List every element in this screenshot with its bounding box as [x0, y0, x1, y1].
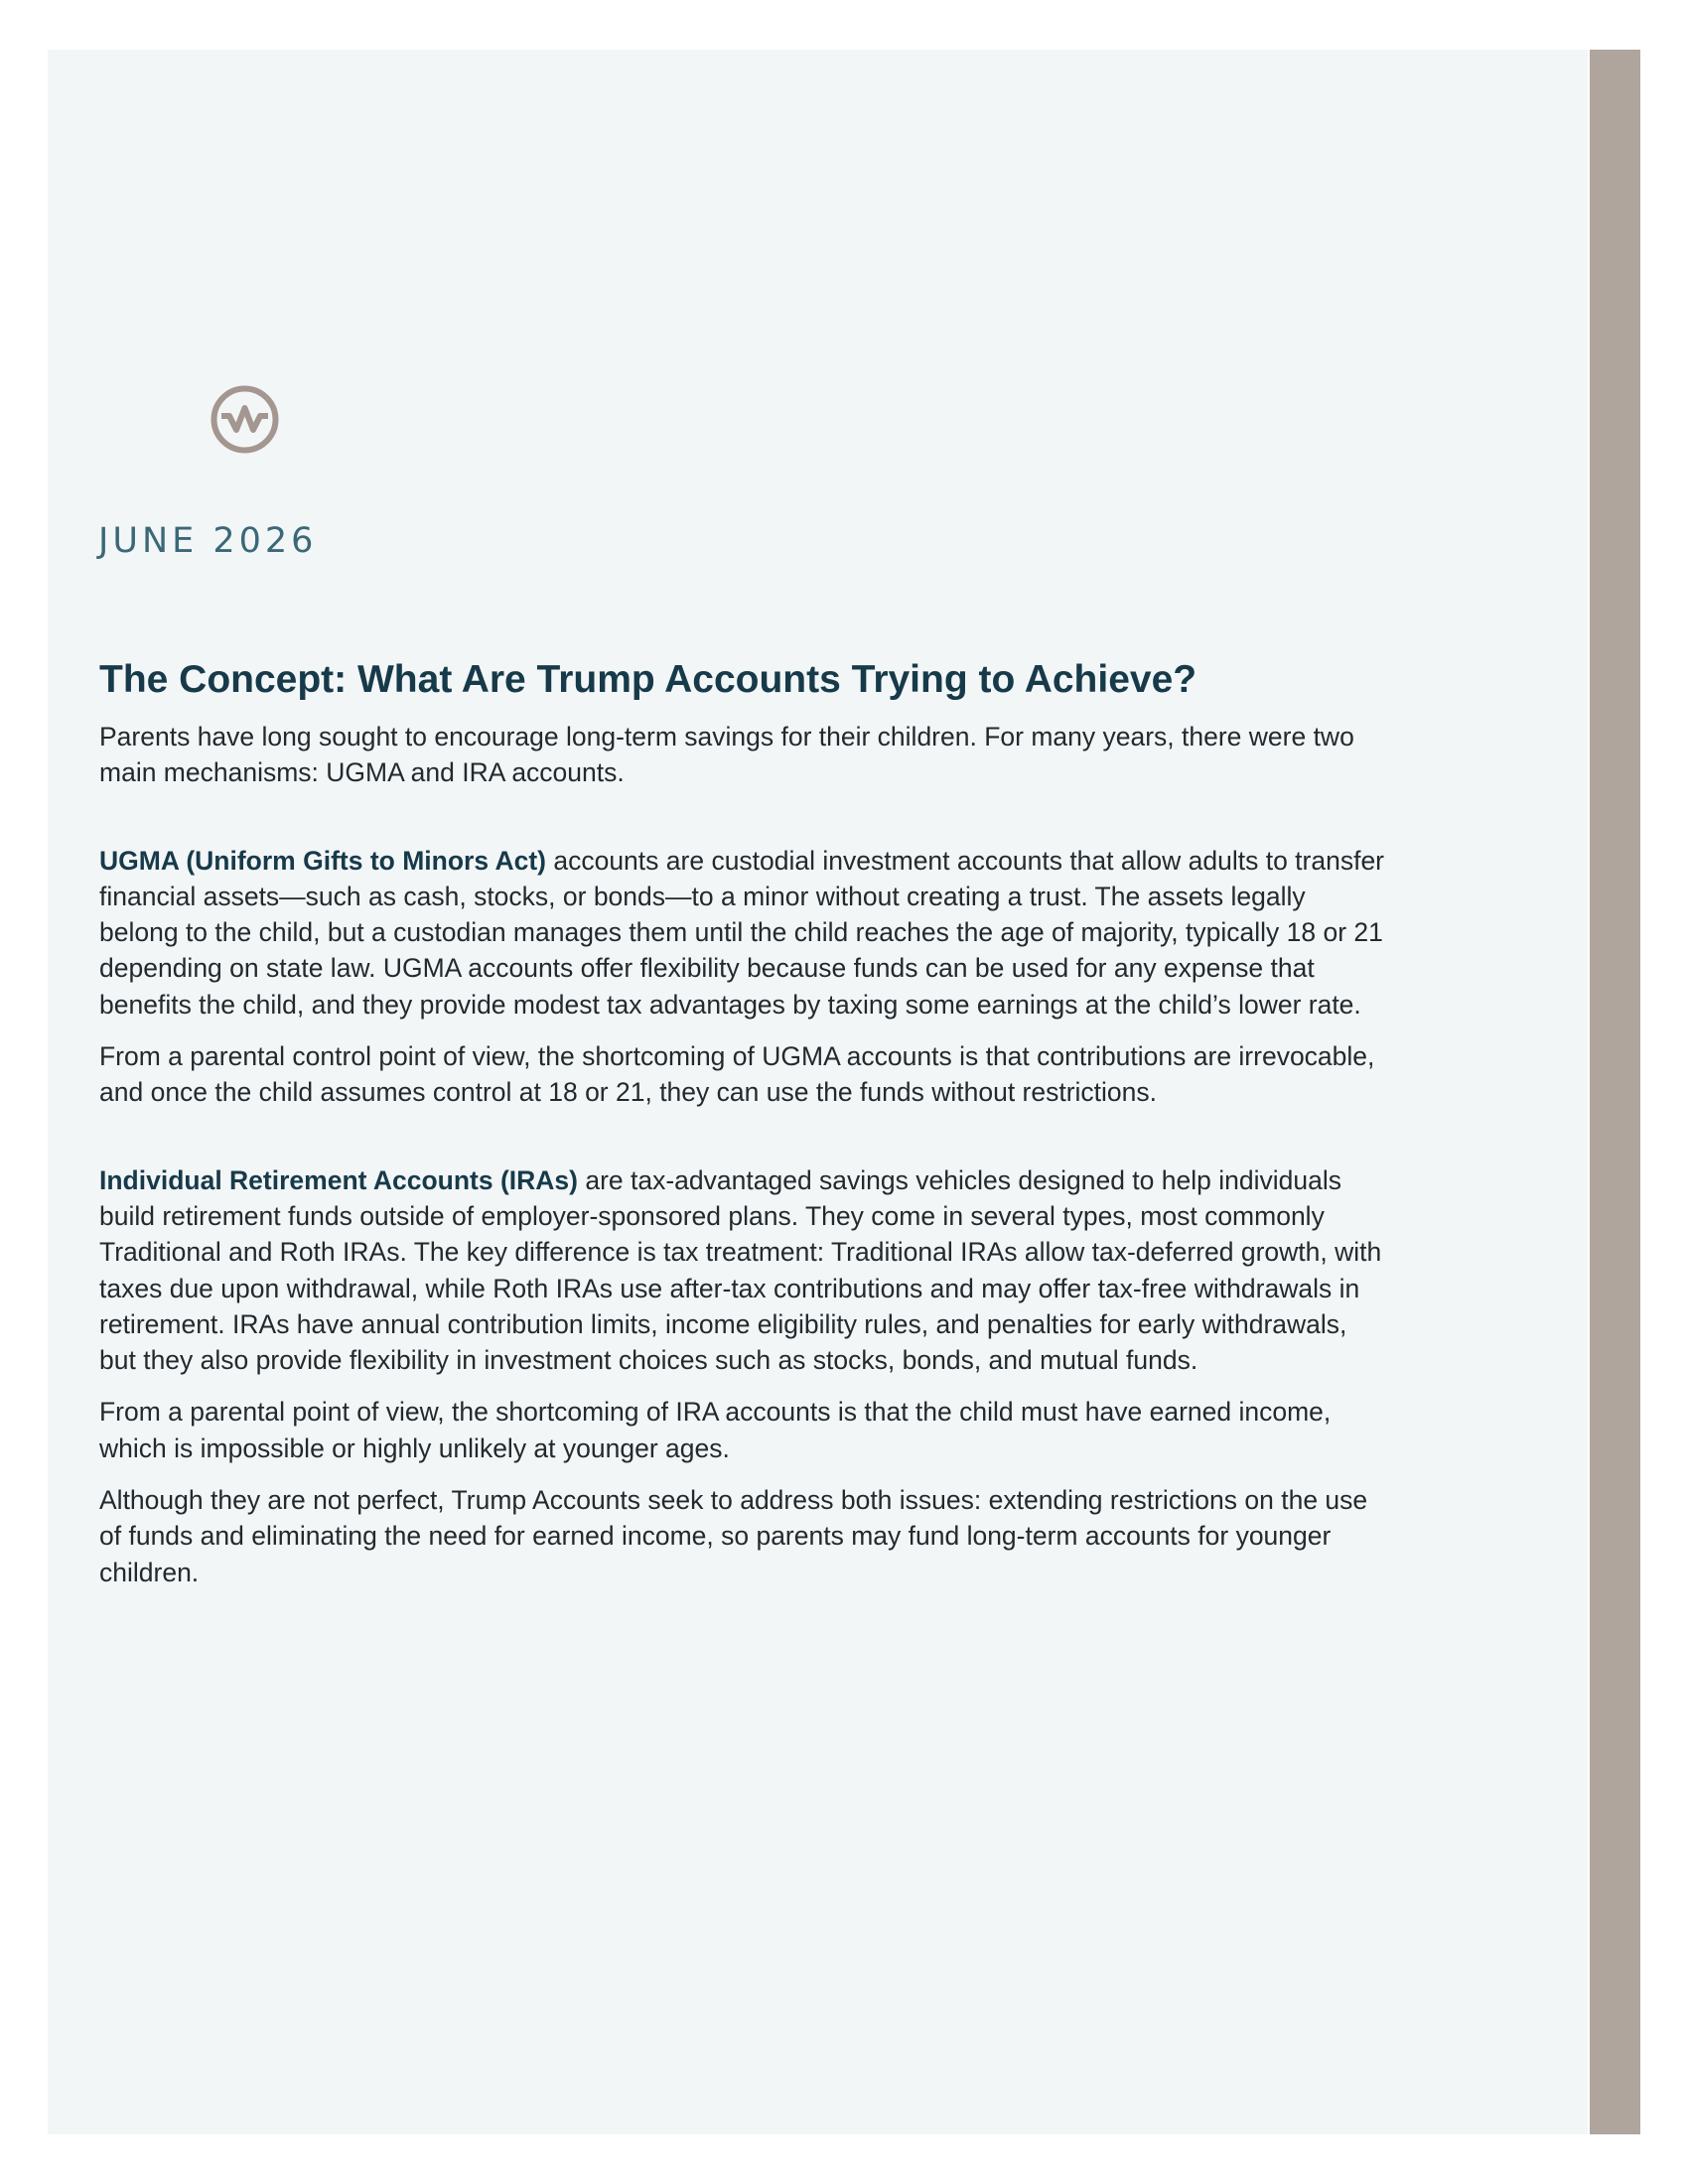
issue-date: JUNE 2026 — [98, 521, 318, 561]
article-heading: The Concept: What Are Trump Accounts Trying to Achieve? — [99, 658, 1197, 701]
ira-paragraph — [99, 1162, 1390, 1379]
ugma-lead: UGMA (Uniform Gifts to Minors Act) — [99, 845, 546, 876]
conclusion-paragraph: Although they are not perfect, Trump Accounts seek to address both issues: extending restrictions on the use of funds and eliminating the need for earned income, so parents may fund long-term accounts for younger children. — [99, 1485, 1368, 1587]
article — [99, 655, 1390, 1606]
circle-w-logo-icon — [209, 383, 281, 456]
side-band — [1590, 50, 1640, 2134]
ira-body: are tax-advantaged savings vehicles designed to help individuals build retirement funds outside of employer-sponsored plans. They come in several types, most commonly Traditional and Roth IRAs. The key difference is tax treatment: Traditional IRAs allow tax-deferred growth, with taxes due upon withdrawal, while Roth IRAs use after-tax contributions and may offer tax-free withdrawals in retirement. IRAs have annual contribution limits, income eligibility rules, and penalties for early withdrawals, but they also provide flexibility in investment choices such as stocks, bonds, and mutual funds. — [99, 1164, 1382, 1376]
ugma-body: accounts are custodial investment accounts that allow adults to transfer financial assets—such as cash, stocks, or bonds—to a minor without creating a trust. The assets legally belong to the child, but a custodian manages them until the child reaches the age of majority, typically 18 or 21 depending on state law. UGMA accounts offer flexibility because funds can be used for any expense that benefits the child, and they provide modest tax advantages by taxing some earnings at the child’s lower rate. — [99, 845, 1385, 1020]
ira-shortcoming-paragraph: From a parental point of view, the shortcoming of IRA accounts is that the child must have earned income, which is impossible or highly unlikely at younger ages. — [99, 1397, 1332, 1463]
ira-lead: Individual Retirement Accounts (IRAs) — [99, 1164, 578, 1195]
ugma-shortcoming-paragraph: From a parental control point of view, the shortcoming of UGMA accounts is that contributions are irrevocable, and once the child assumes control at 18 or 21, they can use the funds without restrictions. — [99, 1041, 1375, 1108]
ugma-paragraph — [99, 843, 1390, 1023]
intro-paragraph: Parents have long sought to encourage long-term savings for their children. For many years, there were two main mechanisms: UGMA and IRA accounts. — [99, 722, 1354, 788]
